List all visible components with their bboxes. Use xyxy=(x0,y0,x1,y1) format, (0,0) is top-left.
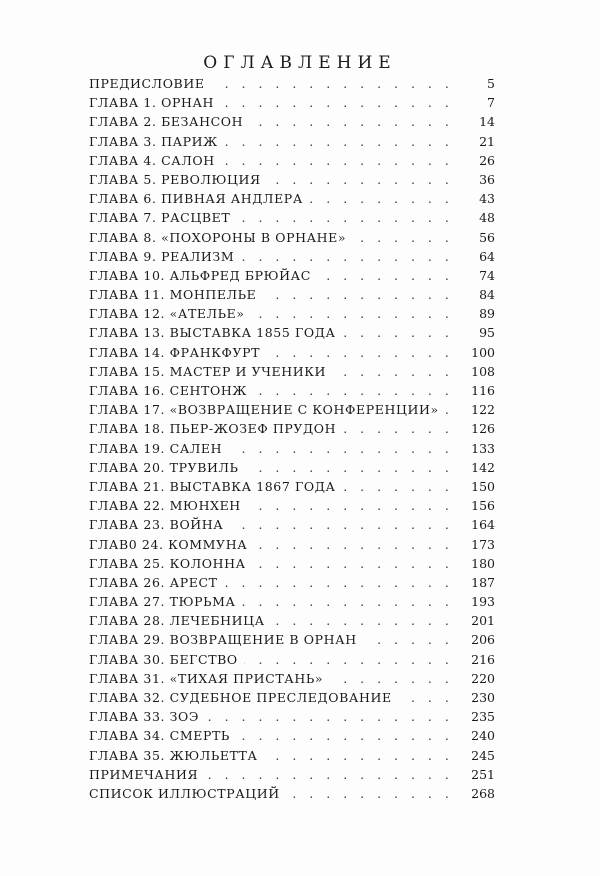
toc-entry-page-number: 206 xyxy=(467,630,495,649)
toc-entry-label: ГЛАВА 26. АРЕСТ xyxy=(89,573,224,592)
table-of-contents xyxy=(89,74,495,803)
toc-entry-label: ГЛАВА 30. БЕГСТВО xyxy=(89,650,244,669)
toc-entry-page-number: 108 xyxy=(467,362,495,381)
page-title: ОГЛАВЛЕНИЕ xyxy=(203,53,397,74)
toc-entry-label: ГЛАВА 13. ВЫСТАВКА 1855 ГОДА xyxy=(89,323,342,342)
toc-entry xyxy=(89,726,495,745)
toc-entry xyxy=(89,477,495,496)
toc-entry-page-number: 201 xyxy=(467,611,495,630)
toc-entry xyxy=(89,323,495,342)
toc-entry xyxy=(89,266,495,285)
toc-entry-page-number: 122 xyxy=(467,400,495,419)
toc-entry-label: ГЛАВА 17. «ВОЗВРАЩЕНИЕ С КОНФЕРЕНЦИИ» xyxy=(89,400,445,419)
toc-entry-label: ГЛАВА 1. ОРНАН xyxy=(89,93,220,112)
toc-entry xyxy=(89,419,495,438)
toc-entry xyxy=(89,611,495,630)
toc-entry xyxy=(89,784,495,803)
toc-entry-label: ПРИМЕЧАНИЯ xyxy=(89,765,204,784)
toc-entry xyxy=(89,535,495,554)
toc-entry-page-number: 133 xyxy=(467,439,495,458)
toc-entry-label: ГЛАВА 20. ТРУВИЛЬ xyxy=(89,458,245,477)
toc-entry-label: ГЛАВА 27. ТЮРЬМА xyxy=(89,592,242,611)
toc-entry xyxy=(89,170,495,189)
toc-entry xyxy=(89,439,495,458)
toc-entry-label: ГЛАВА 19. САЛЕН xyxy=(89,439,228,458)
toc-entry-page-number: 220 xyxy=(467,669,495,688)
toc-entry xyxy=(89,765,495,784)
toc-entry-page-number: 48 xyxy=(475,208,495,227)
toc-entry-label: ГЛАВА 34. СМЕРТЬ xyxy=(89,726,236,745)
toc-entry-page-number: 95 xyxy=(475,323,495,342)
toc-entry-label: ГЛАВА 4. САЛОН xyxy=(89,151,221,170)
toc-entry xyxy=(89,554,495,573)
toc-entry-label: ГЛАВА 3. ПАРИЖ xyxy=(89,132,224,151)
toc-entry-page-number: 251 xyxy=(467,765,495,784)
toc-entry xyxy=(89,151,495,170)
toc-entry xyxy=(89,74,495,93)
toc-entry-label: ГЛАВА 2. БЕЗАНСОН xyxy=(89,112,249,131)
toc-entry xyxy=(89,650,495,669)
toc-entry-page-number: 156 xyxy=(467,496,495,515)
toc-entry-label: ГЛАВА 18. ПЬЕР-ЖОЗЕФ ПРУДОН xyxy=(89,419,342,438)
toc-entry xyxy=(89,132,495,151)
toc-entry-page-number: 240 xyxy=(467,726,495,745)
toc-entry-label: ГЛАВА 15. МАСТЕР И УЧЕНИКИ xyxy=(89,362,332,381)
toc-entry-page-number: 43 xyxy=(475,189,495,208)
toc-entry xyxy=(89,285,495,304)
toc-entry-label: ГЛАВА 14. ФРАНКФУРТ xyxy=(89,343,266,362)
toc-entry-page-number: 230 xyxy=(467,688,495,707)
toc-entry xyxy=(89,247,495,266)
toc-entry xyxy=(89,630,495,649)
toc-entry-label: ГЛАВА 5. РЕВОЛЮЦИЯ xyxy=(89,170,267,189)
toc-entry-page-number: 116 xyxy=(467,381,495,400)
toc-entry-label: ГЛАВА 9. РЕАЛИЗМ xyxy=(89,247,240,266)
toc-entry xyxy=(89,746,495,765)
toc-entry-page-number: 5 xyxy=(483,74,495,93)
toc-entry xyxy=(89,208,495,227)
toc-entry-label: ГЛАВА 32. СУДЕБНОЕ ПРЕСЛЕДОВАНИЕ xyxy=(89,688,398,707)
toc-entry-page-number: 89 xyxy=(475,304,495,323)
toc-entry-label: ГЛАВА 23. ВОЙНА xyxy=(89,515,229,534)
toc-entry-label: ГЛАВА 8. «ПОХОРОНЫ В ОРНАНЕ» xyxy=(89,228,352,247)
toc-entry-label: ГЛАВА 16. СЕНТОНЖ xyxy=(89,381,253,400)
toc-entry xyxy=(89,707,495,726)
toc-entry-label: ГЛАВА 25. КОЛОННА xyxy=(89,554,252,573)
toc-entry-page-number: 36 xyxy=(475,170,495,189)
toc-entry xyxy=(89,573,495,592)
toc-entry-label: ПРЕДИСЛОВИЕ xyxy=(89,74,211,93)
toc-entry xyxy=(89,496,495,515)
toc-entry-label: ГЛАВА 35. ЖЮЛЬЕТТА xyxy=(89,746,264,765)
toc-entry-label: ГЛАВА 31. «ТИХАЯ ПРИСТАНЬ» xyxy=(89,669,329,688)
toc-entry-page-number: 64 xyxy=(475,247,495,266)
toc-entry xyxy=(89,304,495,323)
toc-entry-page-number: 74 xyxy=(475,266,495,285)
toc-entry-page-number: 14 xyxy=(475,112,495,131)
toc-entry-page-number: 26 xyxy=(475,151,495,170)
toc-entry-page-number: 84 xyxy=(475,285,495,304)
toc-entry-page-number: 56 xyxy=(475,228,495,247)
toc-entry xyxy=(89,669,495,688)
toc-entry-label: ГЛАВА 33. ЗОЭ xyxy=(89,707,205,726)
toc-entry-page-number: 245 xyxy=(467,746,495,765)
toc-entry-label: ГЛАВ0 24. КОММУНА xyxy=(89,535,253,554)
toc-entry-page-number: 193 xyxy=(467,592,495,611)
toc-entry xyxy=(89,400,495,419)
toc-entry-page-number: 7 xyxy=(483,93,495,112)
toc-entry-label: ГЛАВА 29. ВОЗВРАЩЕНИЕ В ОРНАН xyxy=(89,630,363,649)
toc-entry-label: ГЛАВА 22. МЮНХЕН xyxy=(89,496,247,515)
toc-entry-label: ГЛАВА 10. АЛЬФРЕД БРЮЙАС xyxy=(89,266,317,285)
toc-entry-page-number: 180 xyxy=(467,554,495,573)
toc-entry xyxy=(89,592,495,611)
toc-entry-page-number: 268 xyxy=(467,784,495,803)
toc-entry-page-number: 21 xyxy=(475,132,495,151)
toc-entry-page-number: 187 xyxy=(467,573,495,592)
toc-entry xyxy=(89,112,495,131)
toc-entry-label: ГЛАВА 21. ВЫСТАВКА 1867 ГОДА xyxy=(89,477,342,496)
toc-entry xyxy=(89,458,495,477)
toc-entry-label: ГЛАВА 7. РАСЦВЕТ xyxy=(89,208,236,227)
toc-entry xyxy=(89,362,495,381)
toc-entry xyxy=(89,343,495,362)
toc-entry xyxy=(89,189,495,208)
toc-entry-label: ГЛАВА 11. МОНПЕЛЬЕ xyxy=(89,285,262,304)
toc-entry-page-number: 164 xyxy=(467,515,495,534)
toc-entry-page-number: 216 xyxy=(467,650,495,669)
toc-entry-page-number: 173 xyxy=(467,535,495,554)
toc-entry-label: ГЛАВА 6. ПИВНАЯ АНДЛЕРА xyxy=(89,189,309,208)
toc-entry xyxy=(89,381,495,400)
toc-entry-page-number: 150 xyxy=(467,477,495,496)
toc-entry-page-number: 142 xyxy=(467,458,495,477)
toc-entry xyxy=(89,688,495,707)
toc-entry xyxy=(89,93,495,112)
toc-entry-page-number: 126 xyxy=(467,419,495,438)
toc-entry-page-number: 235 xyxy=(467,707,495,726)
toc-entry-page-number: 100 xyxy=(467,343,495,362)
toc-entry-label: СПИСОК ИЛЛЮСТРАЦИЙ xyxy=(89,784,286,803)
toc-entry-label: ГЛАВА 28. ЛЕЧЕБНИЦА xyxy=(89,611,271,630)
toc-entry xyxy=(89,515,495,534)
toc-entry xyxy=(89,228,495,247)
toc-entry-label: ГЛАВА 12. «АТЕЛЬЕ» xyxy=(89,304,251,323)
